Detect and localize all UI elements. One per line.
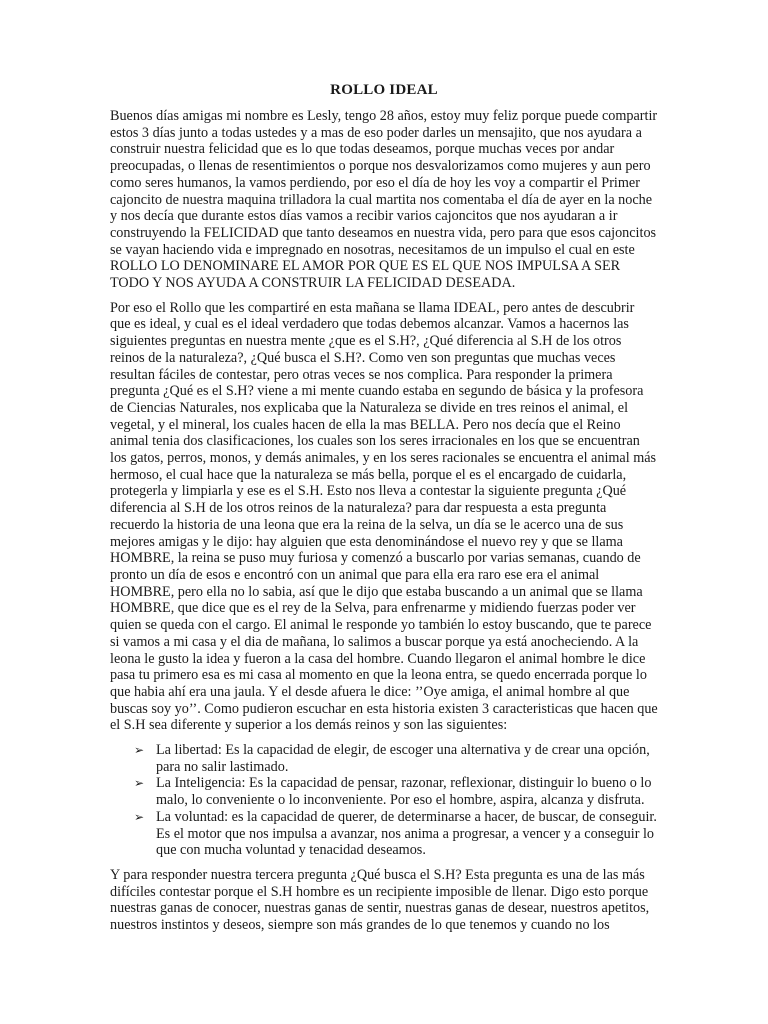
list-item bbox=[110, 742, 658, 775]
document-body bbox=[110, 108, 658, 942]
document-title: ROLLO IDEAL bbox=[330, 82, 438, 98]
list-item bbox=[110, 809, 658, 859]
intro-paragraph: Buenos días amigas mi nombre es Lesly, tengo 28 años, estoy muy feliz porque puede compartir estos 3 días junto a todas ustedes y a mas de eso poder darles un mensajito, que nos ayudara a construir nuestra felicidad que es lo que todas deseamos, porque muchas veces por andar preocupadas, o llenas de resentimientos o porque nos desvalorizamos como mujeres y aun pero como seres humanos, la vamos perdiendo, por eso el día de hoy les voy a compartir el Primer cajoncito de nuestra maquina trilladora la cual martita nos comentaba el día de ayer en la noche y nos decía que durante estos días vamos a recibir varios cajoncitos que nos ayudaran a ir construyendo la FELICIDAD que tanto deseamos en nuestra vida, pero para que esos cajoncitos se vayan haciendo vida e impregnado en nosotras, necesitamos de un impulso el cual en este ROLLO LO DENOMINARE EL AMOR POR QUE ES EL QUE NOS IMPULSA A SER TODO Y NOS AYUDA A CONSTRUIR LA FELICIDAD DESEADA. bbox=[110, 108, 658, 292]
arrow-bullet-icon: ➢ bbox=[134, 776, 145, 791]
characteristics-list bbox=[110, 742, 658, 859]
list-item-text: La voluntad: es la capacidad de querer, de determinarse a hacer, de buscar, de conseguir. Es el motor que nos impulsa a avanzar, nos anima a progresar, a vencer y a conseguir lo que con mucha voluntad y tenacidad deseamos. bbox=[156, 808, 657, 859]
closing-paragraph: Y para responder nuestra tercera pregunta ¿Qué busca el S.H? Esta pregunta es una de las más difíciles contestar porque el S.H hombre es un recipiente imposible de llenar. Digo esto porque nuestras ganas de conocer, nuestras ganas de sentir, nuestras ganas de desear, nuestros apetitos, nuestros instintos y deseos, siempre son más grandes de lo que tenemos y cuando no los bbox=[110, 866, 650, 934]
arrow-bullet-icon: ➢ bbox=[134, 809, 145, 824]
list-item-text: La libertad: Es la capacidad de elegir, de escoger una alternativa y de crear una opción, para no salir lastimado. bbox=[156, 742, 650, 775]
list-item bbox=[110, 775, 658, 808]
story-paragraph: Por eso el Rollo que les compartiré en esta mañana se llama IDEAL, pero antes de descubrir que es ideal, y cual es el ideal verdadero que todas debemos alcanzar. Vamos a hacernos las siguientes preguntas en nuestra mente ¿que es el S.H?, ¿Qué diferencia al S.H de los otros reinos de la naturaleza?, ¿Qué busca el S.H?. Como ven son preguntas que muchas veces resultan fáciles de contestar, pero otras veces se nos complica. Para responder la primera pregunta ¿Qué es el S.H? viene a mi mente cuando estaba en segundo de básica y la profesora de Ciencias Naturales, nos explicaba que la Naturaleza se divide en tres reinos el animal, el vegetal, y el mineral, los cuales hacen de ella la mas BELLA. Pero nos decía que el Reino animal tenia dos clasificaciones, los cuales son los seres irracionales en los que se encuentran los gatos, perros, monos, y demás animales, y en los seres racionales se encuentra el animal más hermoso, el cual hace que la naturaleza se más bella, porque el es el encargado de cuidarla, protegerla y limpiarla y ese es el S.H. Esto nos lleva a contestar la siguiente pregunta ¿Qué diferencia al S.H de los otros reinos de la naturaleza? para dar respuesta a esta pregunta recuerdo la historia de una leona que era la reina de la selva, un día se le acerco una de sus mejores amigas y le dijo: hay alguien que esta denominándose el nuevo rey y que se llama HOMBRE, la reina se puso muy furiosa y comenzó a buscarlo por varias semanas, cuando de pronto un día de esos e encontró con un animal que para ella era raro ese era el animal HOMBRE, pero ella no lo sabia, así que le dijo que estaba buscando a un animal que se llama HOMBRE, que dice que es el rey de la Selva, para enfrenarme y midiendo fuerzas poder ver quien se queda con el cargo. El animal le responde yo también lo estoy buscando, que te parece si vamos a mi casa y el dia de mañana, lo salimos a buscar porque ya está anocheciendo. A la leona le gusto la idea y fueron a la casa del hombre. Cuando llegaron el animal hombre le dice pasa tu primero esa es mi casa al momento en que la leona entra, se quedo encerrada porque lo que habia ahí era una jaula. Y el desde afuera le dice: ’’Oye amiga, el animal hombre al que buscas soy yo’’. Como pudieron escuchar en esta historia existen 3 caracteristicas que hacen que el S.H sea diferente y superior a los demás reinos y son las siguientes: bbox=[110, 299, 658, 734]
arrow-bullet-icon: ➢ bbox=[134, 743, 145, 758]
list-item-text: La Inteligencia: Es la capacidad de pensar, razonar, reflexionar, distinguir lo bueno o lo malo, lo conveniente o lo inconveniente. Por eso el hombre, aspira, alcanza y disfruta. bbox=[156, 775, 652, 809]
